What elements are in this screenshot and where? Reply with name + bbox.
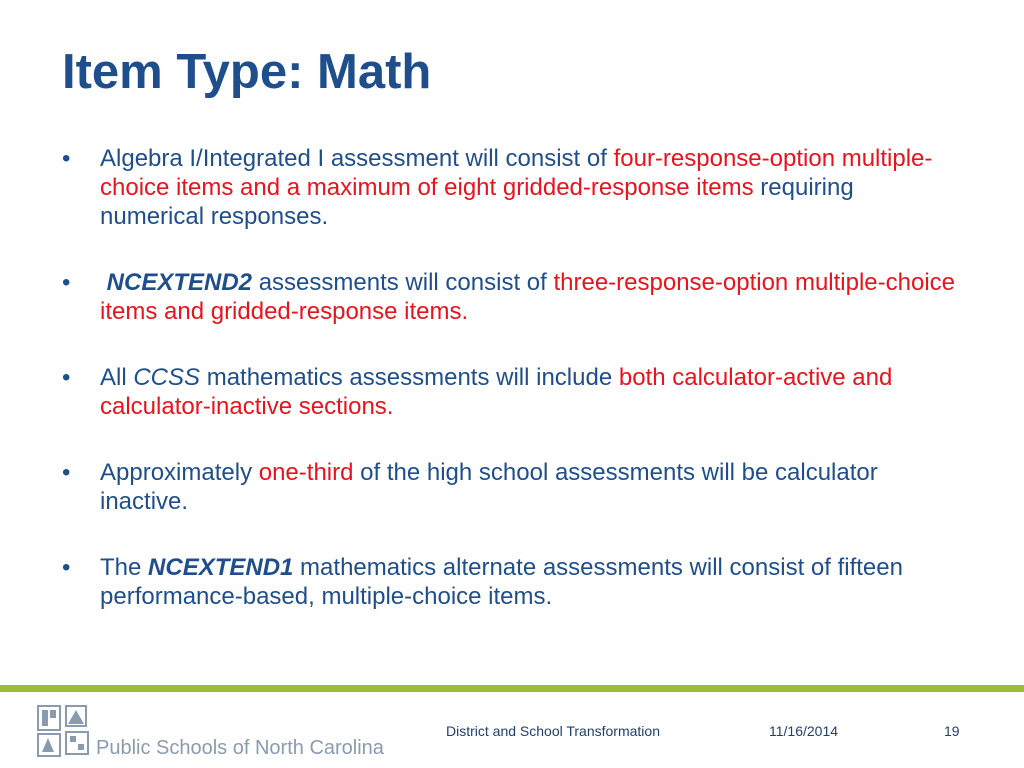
bullet-icon: • [62, 459, 71, 486]
bullet-text: assessments will consist of [252, 269, 554, 296]
footer-divider [0, 685, 1024, 692]
bullet-text: All [100, 364, 134, 391]
org-name: Public Schools of North Carolina [96, 737, 384, 759]
bullet-list [62, 144, 962, 648]
bullet-icon: • [62, 269, 71, 296]
bullet-item-3 [62, 363, 962, 421]
bullet-icon: • [62, 145, 71, 172]
bullet-item-4 [62, 458, 962, 516]
bullet-icon: • [62, 364, 71, 391]
slide-number: 19 [944, 723, 960, 739]
emphasis-text: NCEXTEND2 [106, 269, 253, 296]
bullet-text: requiring numerical responses. [100, 174, 854, 230]
bullet-item-1 [62, 144, 962, 231]
bullet-item-5 [62, 553, 962, 611]
footer-center-text: District and School Transformation [446, 723, 660, 739]
bullet-text: mathematics alternate assessments will consist of fifteen performance-based, multiple-choice items. [100, 554, 903, 610]
emphasis-text: CCSS [133, 364, 201, 391]
bullet-text: of the high school assessments will be calculator inactive. [100, 459, 878, 515]
bullet-text: Algebra I/Integrated I assessment will consist of [100, 145, 614, 172]
bullet-text: The [100, 554, 149, 581]
footer-date: 11/16/2014 [769, 723, 839, 739]
emphasis-text: NCEXTEND1 [148, 554, 294, 581]
slide-title: Item Type: Math [62, 45, 432, 99]
highlight-text: both calculator-active and calculator-inactive sections. [100, 364, 893, 420]
bullet-text: Approximately [100, 459, 259, 486]
bullet-item-2 [62, 268, 962, 326]
highlight-text: four-response-option multiple-choice items and a maximum of eight gridded-response items [100, 145, 933, 201]
bullet-text: mathematics assessments will include [200, 364, 619, 391]
bullet-icon: • [62, 554, 71, 581]
highlight-text: three-response-option multiple-choice items and gridded-response items. [100, 269, 956, 325]
highlight-text: one-third [258, 459, 354, 486]
